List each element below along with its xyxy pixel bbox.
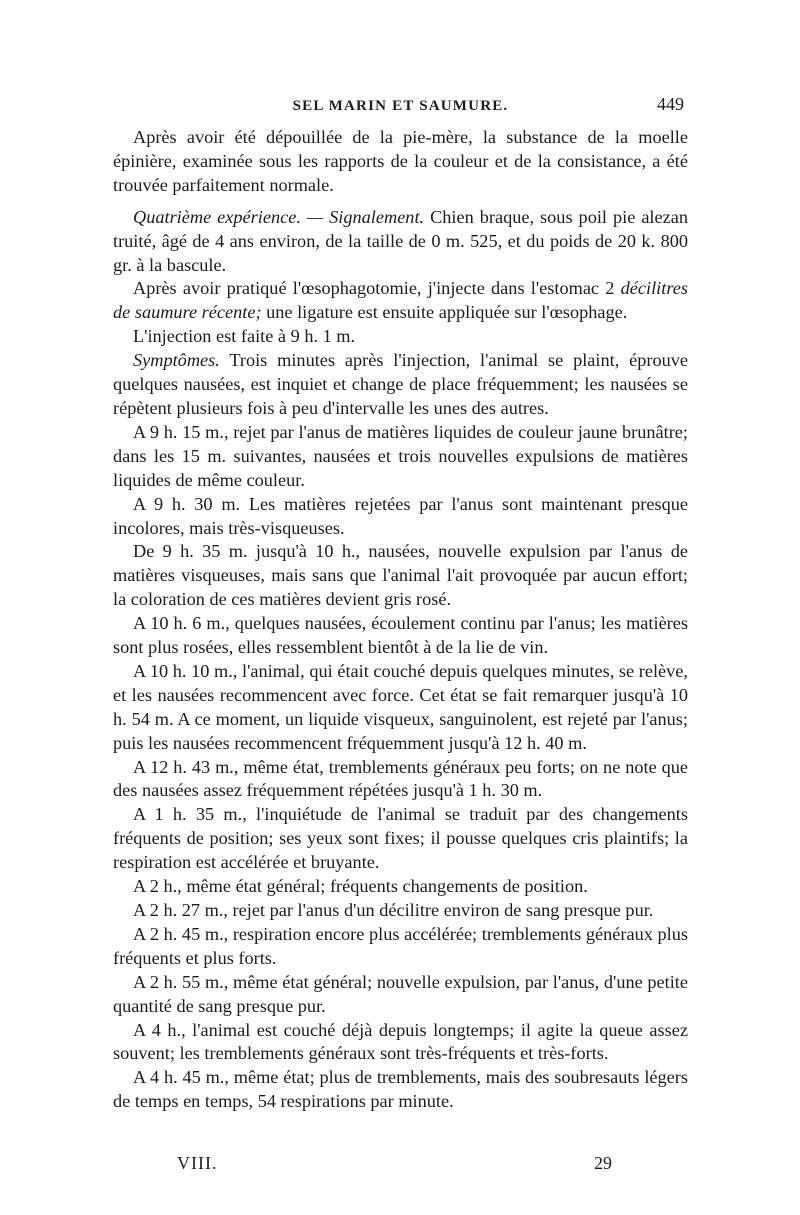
paragraph-5-text: Trois minutes après l'injection, l'animal se plaint, éprouve quelques nausées, est inquiet et change de place fréquemment; les nausées se répètent plusieurs fois à peu d'intervalle les unes des autres. <box>113 350 688 418</box>
body-text <box>113 126 688 1114</box>
paragraph-14: A 2 h. 27 m., rejet par l'anus d'un décilitre environ de sang presque pur. <box>133 900 654 920</box>
signature-number: 29 <box>594 1153 612 1173</box>
paragraph-8: De 9 h. 35 m. jusqu'à 10 h., nausées, nouvelle expulsion par l'anus de matières visqueuses, mais sans que l'animal l'ait provoquée par aucun effort; la coloration de ces matières devient gris rosé. <box>113 541 688 610</box>
paragraph-13: A 2 h., même état général; fréquents changements de position. <box>133 876 588 897</box>
page-header <box>113 94 688 120</box>
paragraph-9: A 10 h. 6 m., quelques nausées, écoulement continu par l'anus; les matières sont plus rosées, elles ressemblent bientôt à de la lie de vin. <box>113 613 688 658</box>
paragraph-16: A 2 h. 55 m., même état général; nouvelle expulsion, par l'anus, d'une petite quantité de sang presque pur. <box>113 971 688 1016</box>
paragraph-5 <box>113 349 688 421</box>
paragraph-11: A 12 h. 43 m., même état, tremblements généraux peu forts; on ne note que des nausées assez fréquemment répétées jusqu'à 1 h. 30 m. <box>113 756 688 801</box>
paragraph-3 <box>113 277 688 325</box>
paragraph-3-text-a: Après avoir pratiqué l'œsophagotomie, j'injecte dans l'estomac 2 <box>133 278 621 299</box>
paragraph-4: L'injection est faite à 9 h. 1 m. <box>133 326 356 347</box>
paragraph-12: A 1 h. 35 m., l'inquiétude de l'animal se traduit par des changements fréquents de position; ses yeux sont fixes; il pousse quelques cris plaintifs; la respiration est accélérée et bruyante. <box>113 804 688 873</box>
experiment-heading: Quatrième expérience. — Signalement. <box>133 206 425 227</box>
paragraph-7: A 9 h. 30 m. Les matières rejetées par l'anus sont maintenant presque incolores, mais très-visqueuses. <box>113 493 688 538</box>
paragraph-3-text-b: une ligature est ensuite appliquée sur l'œsophage. <box>261 302 628 323</box>
symptoms-heading: Symptômes. <box>133 350 220 371</box>
paragraph-18: A 4 h. 45 m., même état; plus de tremblements, mais des soubresauts légers de temps en temps, 54 respirations par minute. <box>113 1067 688 1112</box>
paragraph-2 <box>113 206 688 278</box>
page-footer <box>113 1153 688 1179</box>
signature-mark: VIII. <box>177 1153 218 1173</box>
page-number: 449 <box>657 94 684 114</box>
paragraph-1: Après avoir été dépouillée de la pie-mère, la substance de la moelle épinière, examinée sous les rapports de la couleur et de la consistance, a été trouvée parfaitement normale. <box>113 127 688 195</box>
paragraph-10: A 10 h. 10 m., l'animal, qui était couché depuis quelques minutes, se relève, et les nausées recommencent avec force. Cet état se fait remarquer jusqu'à 10 h. 54 m. A ce moment, un liquide visqueux, sanguinolent, est rejeté par l'anus; puis les nausées recommencent fréquemment jusqu'à 12 h. 40 m. <box>113 660 688 753</box>
paragraph-3-italic: décilitres de saumure récente; <box>113 278 688 323</box>
paragraph-15: A 2 h. 45 m., respiration encore plus accélérée; tremblements généraux plus fréquents et plus forts. <box>113 923 688 968</box>
running-title: SEL MARIN ET SAUMURE. <box>292 98 509 114</box>
paragraph-17: A 4 h., l'animal est couché déjà depuis longtemps; il agite la queue assez souvent; les tremblements généraux sont très-fréquents et très-forts. <box>113 1019 688 1064</box>
paragraph-6: A 9 h. 15 m., rejet par l'anus de matières liquides de couleur jaune brunâtre; dans les 15 m. suivantes, nausées et trois nouvelles expulsions de matières liquides de même couleur. <box>113 421 688 490</box>
paragraph-2-text: Chien braque, sous poil pie alezan truité, âgé de 4 ans environ, de la taille de 0 m. 525, et du poids de 20 k. 800 gr. à la bascule. <box>113 206 688 275</box>
